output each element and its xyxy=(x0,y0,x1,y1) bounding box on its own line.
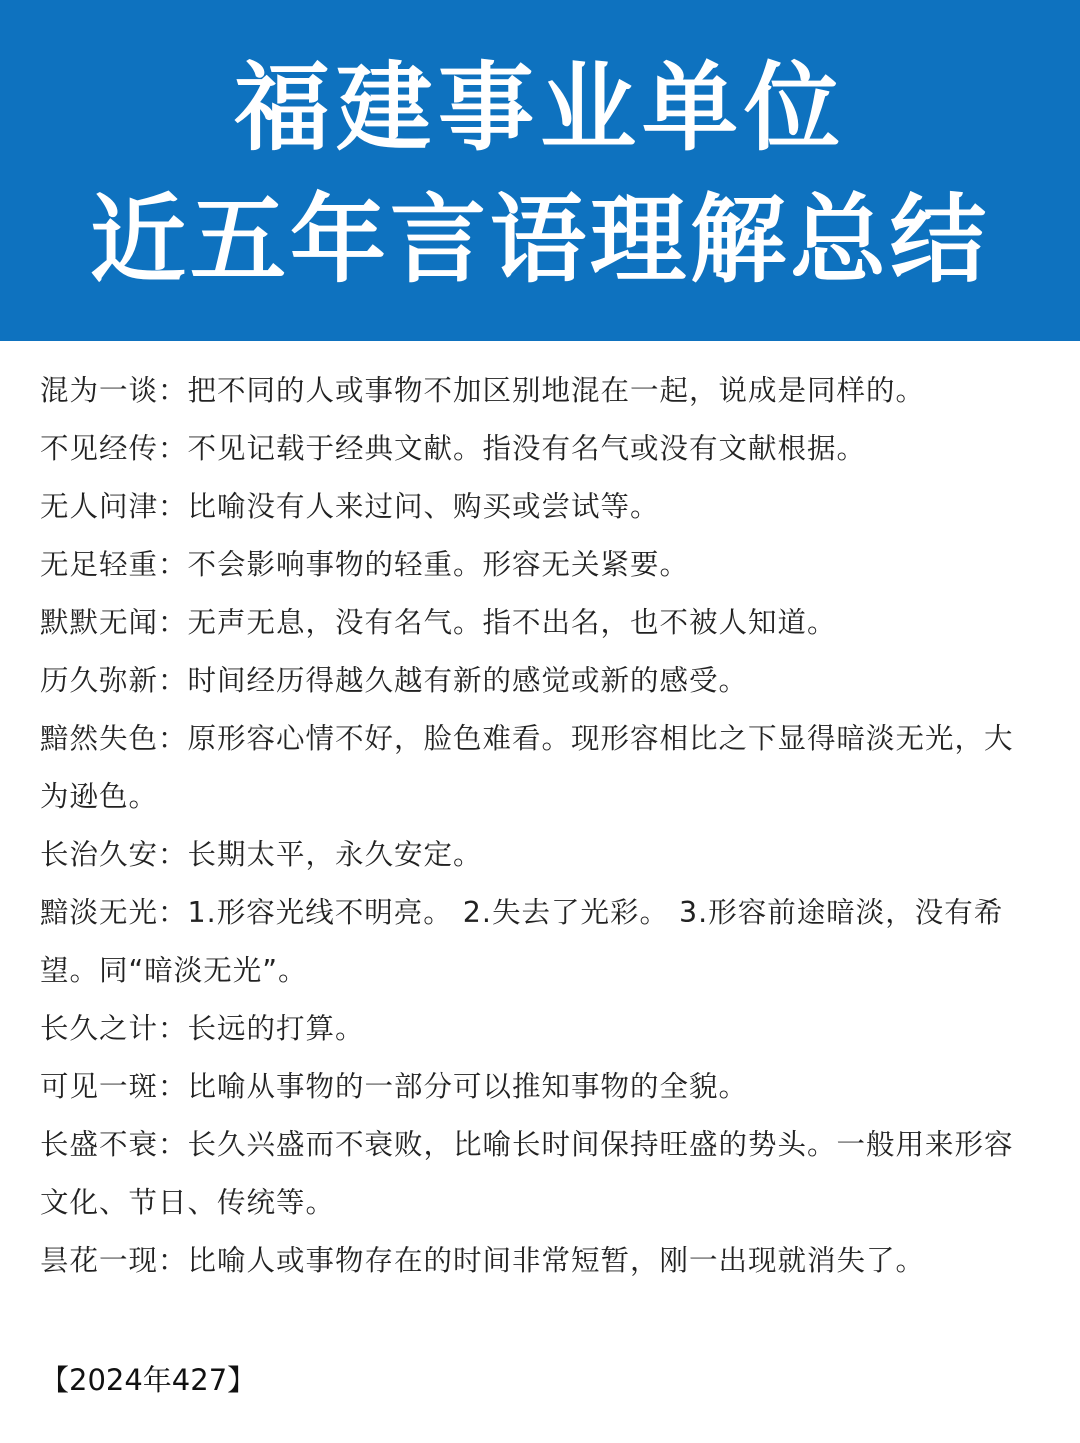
idiom-definition: 1.形容光线不明亮。 2.失去了光彩。 3.形容前途暗淡，没有希望。同“暗淡无光”。 xyxy=(40,896,1004,987)
idiom-term: 可见一斑： xyxy=(40,1070,188,1103)
idiom-term: 黯淡无光： xyxy=(40,896,188,929)
idiom-term: 不见经传： xyxy=(40,432,188,465)
idiom-definition: 长久兴盛而不衰败，比喻长时间保持旺盛的势头。一般用来形容文化、节日、传统等。 xyxy=(40,1128,1014,1219)
idiom-term: 混为一谈： xyxy=(40,374,188,407)
idiom-entry xyxy=(40,1058,1042,1116)
idiom-term: 无人问津： xyxy=(40,490,188,523)
idiom-entry xyxy=(40,710,1042,826)
idiom-entry xyxy=(40,1116,1042,1232)
source-tag: 【2024年427】 xyxy=(40,1363,257,1397)
idiom-term: 历久弥新： xyxy=(40,664,188,697)
idiom-entry xyxy=(40,420,1042,478)
title-line-2: 近五年言语理解总结 xyxy=(90,184,990,296)
idiom-list xyxy=(40,362,1042,1290)
idiom-entry xyxy=(40,536,1042,594)
idiom-entry xyxy=(40,478,1042,536)
idiom-entry xyxy=(40,594,1042,652)
idiom-term: 昙花一现： xyxy=(40,1244,188,1277)
idiom-definition: 时间经历得越久越有新的感觉或新的感受。 xyxy=(187,664,749,697)
idiom-definition: 比喻从事物的一部分可以推知事物的全貌。 xyxy=(187,1070,749,1103)
idiom-definition: 比喻没有人来过问、购买或尝试等。 xyxy=(187,490,660,523)
idiom-definition: 不见记载于经典文献。指没有名气或没有文献根据。 xyxy=(187,432,867,465)
idiom-term: 长治久安： xyxy=(40,838,188,871)
idiom-definition: 无声无息，没有名气。指不出名，也不被人知道。 xyxy=(187,606,837,639)
idiom-term: 长久之计： xyxy=(40,1012,188,1045)
idiom-entry xyxy=(40,884,1042,1000)
idiom-definition: 长期太平，永久安定。 xyxy=(187,838,483,871)
idiom-term: 无足轻重： xyxy=(40,548,188,581)
title-banner xyxy=(0,0,1080,341)
title-line-1: 福建事业单位 xyxy=(234,52,846,164)
idiom-term: 长盛不衰： xyxy=(40,1128,188,1161)
idiom-definition: 比喻人或事物存在的时间非常短暂，刚一出现就消失了。 xyxy=(187,1244,926,1277)
idiom-entry xyxy=(40,1232,1042,1290)
idiom-term: 黯然失色： xyxy=(40,722,188,755)
idiom-entry xyxy=(40,826,1042,884)
idiom-definition: 不会影响事物的轻重。形容无关紧要。 xyxy=(187,548,690,581)
idiom-entry xyxy=(40,652,1042,710)
idiom-entry xyxy=(40,1000,1042,1058)
idiom-term: 默默无闻： xyxy=(40,606,188,639)
idiom-definition: 把不同的人或事物不加区别地混在一起，说成是同样的。 xyxy=(187,374,926,407)
idiom-definition: 原形容心情不好，脸色难看。现形容相比之下显得暗淡无光，大为逊色。 xyxy=(40,722,1014,813)
idiom-entry xyxy=(40,362,1042,420)
idiom-definition: 长远的打算。 xyxy=(187,1012,365,1045)
